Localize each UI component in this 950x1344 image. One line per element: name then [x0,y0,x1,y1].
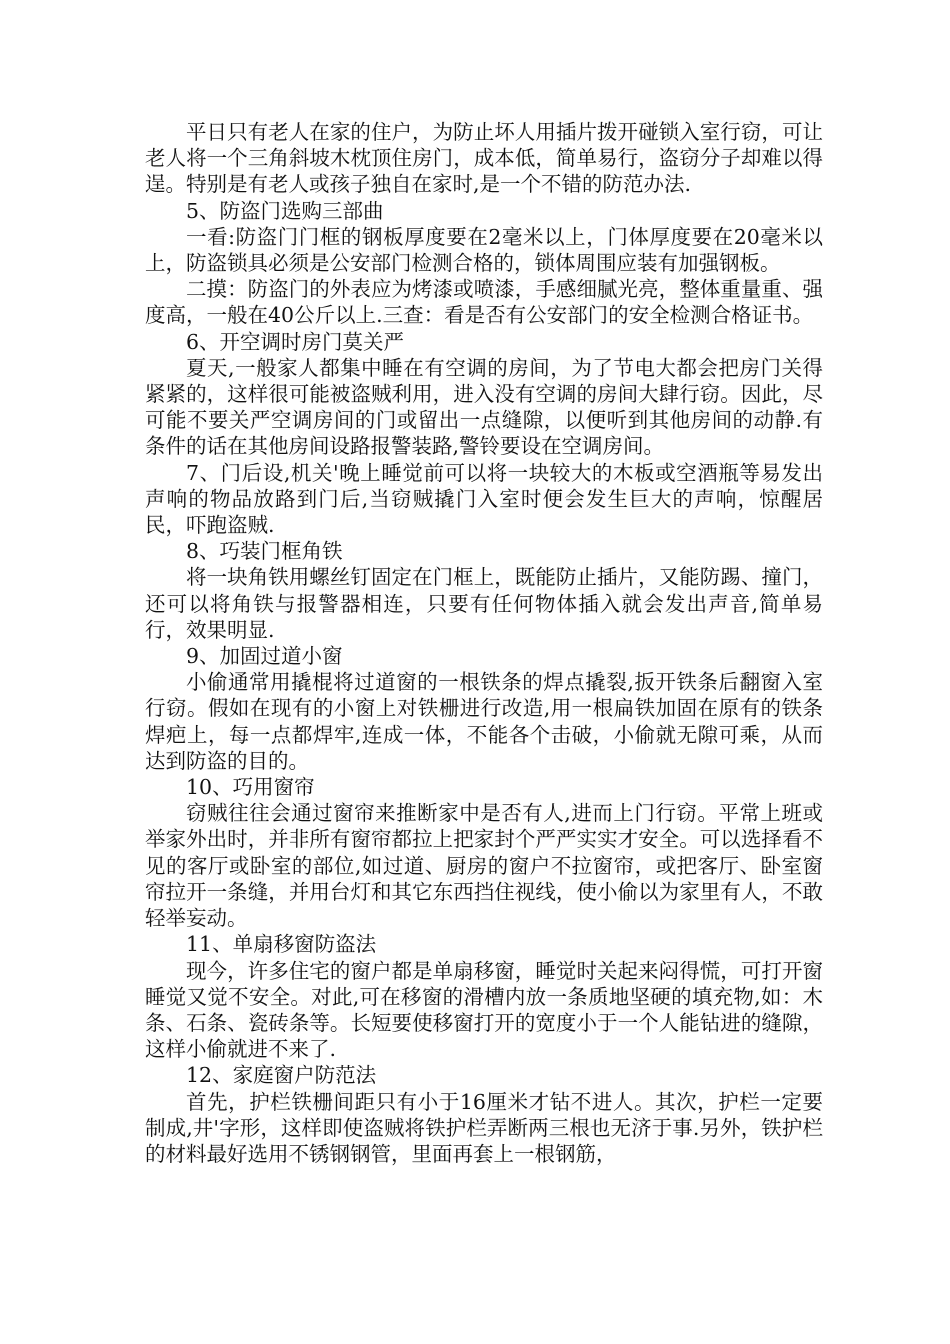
document-page [145,119,823,1167]
paragraph: 窃贼往往会通过窗帘来推断家中是否有人,进而上门行窃。平常上班或举家外出时，并非所有窗帘都拉上把家封个严严实实才安全。可以选择看不见的客厅或卧室的部位,如过道、厨房的窗户不拉窗帘，或把客厅、卧室窗帘拉开一条缝，并用台灯和其它东西挡住视线，使小偷以为家里有人，不敢轻举妄动。 [145,801,823,931]
section-heading: 5、防盗门选购三部曲 [186,198,384,223]
paragraph: 首先，护栏铁栅间距只有小于16厘米才钻不进人。其次，护栏一定要制成,井'字形，这样即使盗贼将铁护栏弄断两三根也无济于事.另外，铁护栏的材料最好选用不锈钢钢管，里面再套上一根钢筋， [145,1089,823,1166]
section-heading: 9、加固过道小窗 [186,644,343,669]
paragraph: 夏天,一般家人都集中睡在有空调的房间，为了节电大都会把房门关得紧紧的，这样很可能被盗贼利用，进入没有空调的房间大肆行窃。因此，尽可能不要关严空调房间的门或留出一点缝隙，以便听到其他房间的动静.有条件的话在其他房间设路报警装路,警铃要设在空调房间。 [145,355,823,459]
paragraph: 一看:防盗门门框的钢板厚度要在2毫米以上，门体厚度要在20毫米以上，防盗锁具必须是公安部门检测合格的，锁体周围应装有加强钢板。 [145,224,823,276]
section-heading: 12、家庭窗户防范法 [186,1063,377,1088]
section-heading: 11、单扇移窗防盗法 [186,932,377,957]
paragraph: 现今，许多住宅的窗户都是单扇移窗，睡觉时关起来闷得慌，可打开窗睡觉又觉不安全。对此,可在移窗的滑槽内放一条质地坚硬的填充物,如：木条、石条、瓷砖条等。长短要使移窗打开的宽度小于一个人能钻进的缝隙，这样小偷就进不来了. [145,958,823,1062]
paragraph: 平日只有老人在家的住户，为防止坏人用插片拨开碰锁入室行窃，可让老人将一个三角斜坡木枕顶住房门，成本低，简单易行，盗窃分子却难以得逞。特别是有老人或孩子独自在家时,是一个不错的防范办法. [145,120,823,197]
section-heading: 10、巧用窗帘 [186,775,315,800]
section-heading: 6、开空调时房门莫关严 [186,329,405,354]
paragraph: 将一块角铁用螺丝钉固定在门框上，既能防止插片，又能防踢、撞门，还可以将角铁与报警器相连，只要有任何物体插入就会发出声音,简单易行，效果明显. [145,565,823,642]
section-heading: 8、巧装门框角铁 [186,539,343,564]
paragraph: 二摸：防盗门的外表应为烤漆或喷漆，手感细腻光亮，整体重量重、强度高，一般在40公斤以上.三查：看是否有公安部门的安全检测合格证书。 [145,277,823,328]
paragraph: 7、门后设,机关'晚上睡觉前可以将一块较大的木板或空酒瓶等易发出声响的物品放路到门后,当窃贼撬门入室时便会发生巨大的声响，惊醒居民，吓跑盗贼. [145,460,823,538]
paragraph: 小偷通常用撬棍将过道窗的一根铁条的焊点撬裂,扳开铁条后翻窗入室行窃。假如在现有的小窗上对铁栅进行改造,用一根扁铁加固在原有的铁条焊疤上，每一点都焊牢,连成一体，不能各个击破，小偷就无隙可乘，从而达到防盗的目的。 [145,670,823,773]
